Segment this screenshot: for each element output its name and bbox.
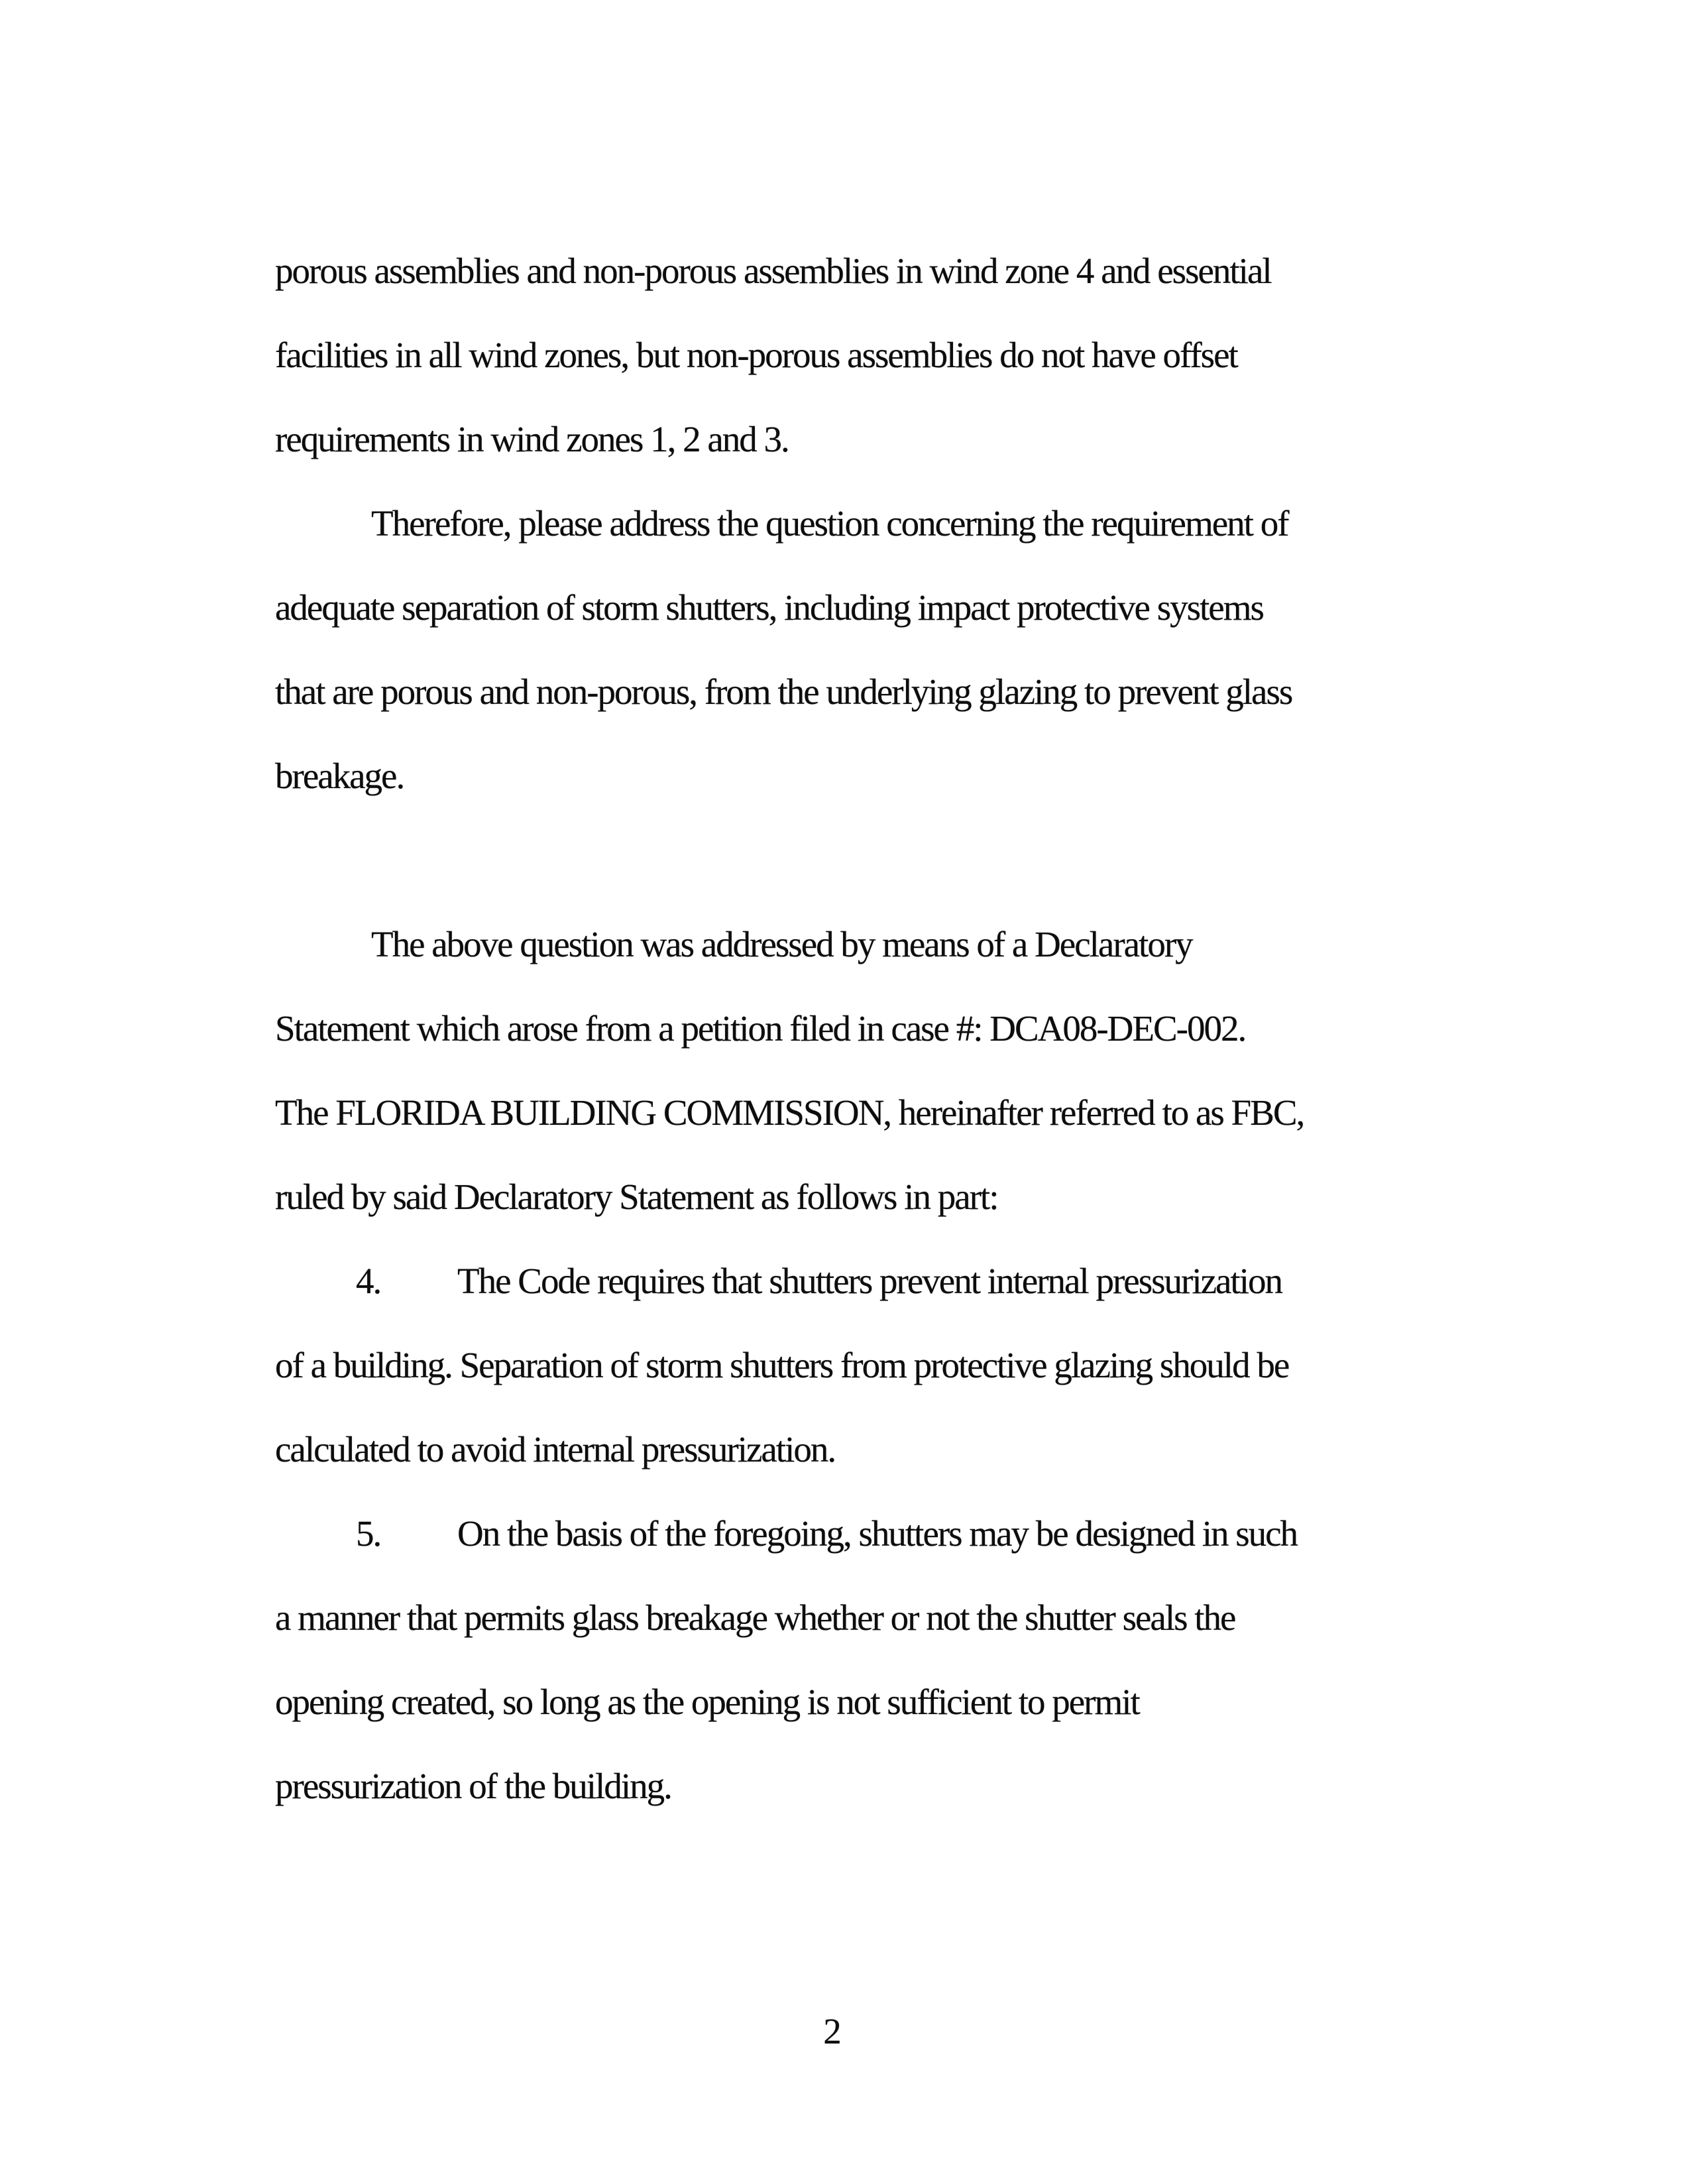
text-line: porous assemblies and non-porous assemblies in wind zone 4 and essential bbox=[275, 251, 1271, 291]
text-line: requirements in wind zones 1, 2 and 3. bbox=[275, 419, 789, 459]
text-line: Statement which arose from a petition filed in case #: DCA08-DEC-002. bbox=[275, 1008, 1246, 1049]
text-line: Therefore, please address the question concerning the requirement of bbox=[371, 503, 1288, 544]
text-line: ruled by said Declaratory Statement as follows in part: bbox=[275, 1177, 998, 1217]
page-number: 2 bbox=[823, 2011, 840, 2051]
text-line: that are porous and non-porous, from the underlying glazing to prevent glass bbox=[275, 671, 1292, 712]
text-line bbox=[275, 1491, 1438, 1576]
text-line: opening created, so long as the opening is not sufficient to permit bbox=[275, 1682, 1139, 1722]
text-line bbox=[275, 1239, 1438, 1323]
list-number: 4. bbox=[356, 1261, 381, 1301]
numbered-paragraph bbox=[275, 1239, 1438, 1491]
text-line: breakage. bbox=[275, 756, 404, 796]
text-line: of a building. Separation of storm shutters from protective glazing should be bbox=[275, 1345, 1289, 1385]
text-line: facilities in all wind zones, but non-porous assemblies do not have offset bbox=[275, 335, 1237, 375]
text-segment: The Code requires that shutters prevent internal pressurization bbox=[457, 1261, 1282, 1301]
text-line: calculated to avoid internal pressurization. bbox=[275, 1429, 836, 1469]
text-line: adequate separation of storm shutters, including impact protective systems bbox=[275, 587, 1263, 628]
text-line: The above question was addressed by means of a Declaratory bbox=[371, 924, 1192, 964]
text-line: a manner that permits glass breakage whether or not the shutter seals the bbox=[275, 1597, 1235, 1638]
paragraph bbox=[275, 481, 1438, 818]
numbered-paragraph bbox=[275, 1491, 1438, 1828]
list-number: 5. bbox=[356, 1513, 381, 1554]
paragraph bbox=[275, 902, 1438, 1239]
paragraph-continuation bbox=[275, 229, 1438, 481]
text-line: The FLORIDA BUILDING COMMISSION, hereinafter referred to as FBC, bbox=[275, 1092, 1304, 1133]
text-line: pressurization of the building. bbox=[275, 1766, 671, 1806]
text-segment: On the basis of the foregoing, shutters may be designed in such bbox=[457, 1513, 1298, 1554]
